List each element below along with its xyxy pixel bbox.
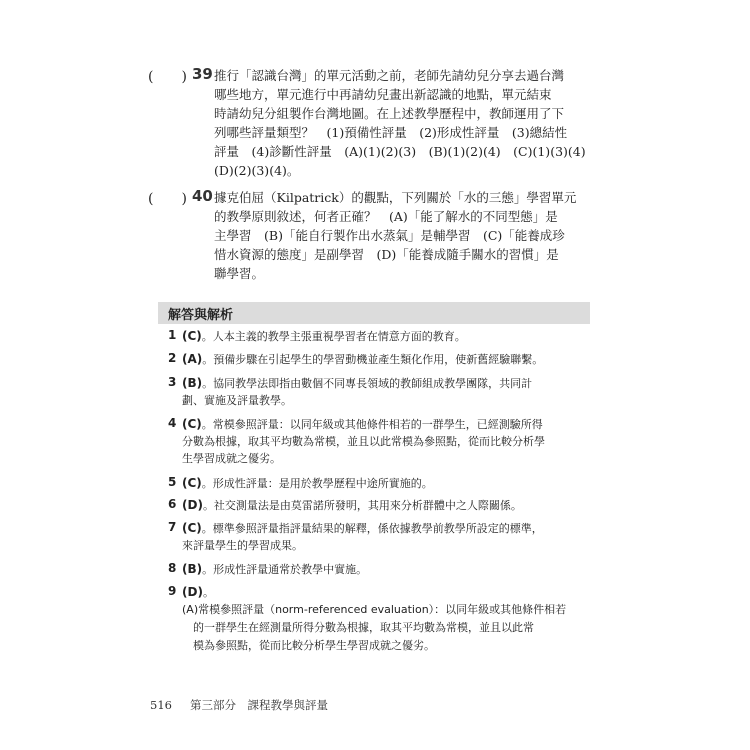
answer-number: 5 — [168, 475, 177, 489]
answer-key: (C) — [182, 521, 202, 535]
answer-number: 8 — [168, 561, 177, 575]
answer-key: (D) — [182, 498, 203, 512]
answer-number: 6 — [168, 497, 177, 511]
answer-key: (C) — [182, 329, 202, 343]
answer-key: (A) — [182, 352, 203, 366]
answer-text: 。預備步驟在引起學生的學習動機並產生類化作用，使新舊經驗聯繫。 — [202, 353, 544, 366]
answer-text: 。人本主義的教學主張重視學習者在情意方面的教育。 — [201, 330, 466, 343]
answer-9 — [168, 584, 588, 601]
answer-1 — [168, 328, 588, 345]
question-40 — [148, 188, 588, 283]
question-text: 推行「認識台灣」的單元活動之前，老師先請幼兒分享去過台灣 哪些地方，單元進行中再請幼兒畫出新認識的地點，單元結束 時請幼兒分組製作台灣地圖。在上述教學歷程中，教師運用了下 列哪些評量類型？ (1)預備性評量 (2)形成性評量 (3)總結性 評量 (4)診斷性評量 (A)(1)(2)(3) (B)(1)(2)(4) (C)(1)(3)(4) (D)(2)(3)(4)。 — [214, 68, 586, 178]
answer-number: 7 — [168, 520, 177, 534]
answer-number: 2 — [168, 351, 177, 365]
answer-key: (D) — [182, 585, 203, 599]
answer-number: 9 — [168, 584, 177, 598]
answer-text: 。形成性評量：是用於教學歷程中途所實施的。 — [201, 477, 433, 490]
answer-text: 。社交測量法是由莫雷諾所發明，其用來分析群體中之人際關係。 — [202, 499, 522, 512]
answer-blank: ( ) — [148, 191, 187, 207]
question-text: 據克伯屈（Kilpatrick）的觀點，下列關於「水的三態」學習單元 的教學原則敘述，何者正確？ (A)「能了解水的不同型態」是 主學習 (B)「能自行製作出水蒸氣」是輔學習 (C)「能養成珍 惜水資源的態度」是副學習 (D)「能養成隨手關水的習慣」是 聯學習。 — [214, 190, 577, 281]
chapter-title: 第三部分 課程教學與評量 — [189, 698, 328, 712]
page-number: 516 — [150, 698, 172, 712]
answer-key: (C) — [182, 476, 202, 490]
question-number: 40 — [192, 187, 213, 205]
answer-key: (B) — [182, 562, 203, 576]
answer-key: (C) — [182, 417, 202, 431]
answer-2 — [168, 351, 588, 368]
answer-4 — [168, 416, 588, 467]
answer-9-explanation: (A)常模參照評量（norm-referenced evaluation）：以同年級或其他條件相若 的一群學生在經測量所得分數為根據，取其平均數為常模，並且以此常 模為參照點，從而比較分析學生學習成就之優劣。 — [182, 603, 567, 652]
answer-5 — [168, 475, 588, 492]
answer-7 — [168, 520, 588, 554]
answer-3 — [168, 375, 588, 409]
answer-number: 1 — [168, 328, 177, 342]
answer-text: 。標準參照評量指評量結果的解釋，係依據教學前教學所設定的標準， 來評量學生的學習成果。 — [182, 522, 543, 552]
answer-8 — [168, 561, 588, 578]
answer-6 — [168, 497, 588, 514]
question-number: 39 — [192, 65, 213, 83]
answer-key: (B) — [182, 376, 203, 390]
answer-text: 。 — [202, 586, 214, 599]
answer-text: 。協同教學法即指由數個不同專長領域的教師組成教學團隊，共同計 劃、實施及評量教學。 — [182, 377, 533, 407]
answer-number: 3 — [168, 375, 177, 389]
answer-number: 4 — [168, 416, 177, 430]
answer-text: 。常模參照評量：以同年級或其他條件相若的一群學生，已經測驗所得 分數為根據，取其平均數為常模，並且以此常模為參照點，從而比較分析學 生學習成就之優劣。 — [182, 418, 545, 465]
page-footer — [150, 697, 328, 713]
section-title: 解答與解析 — [168, 308, 234, 323]
section-header — [158, 302, 590, 324]
answer-text: 。形成性評量通常於教學中實施。 — [202, 563, 368, 576]
answer-blank: ( ) — [148, 69, 187, 85]
question-39 — [148, 66, 588, 180]
